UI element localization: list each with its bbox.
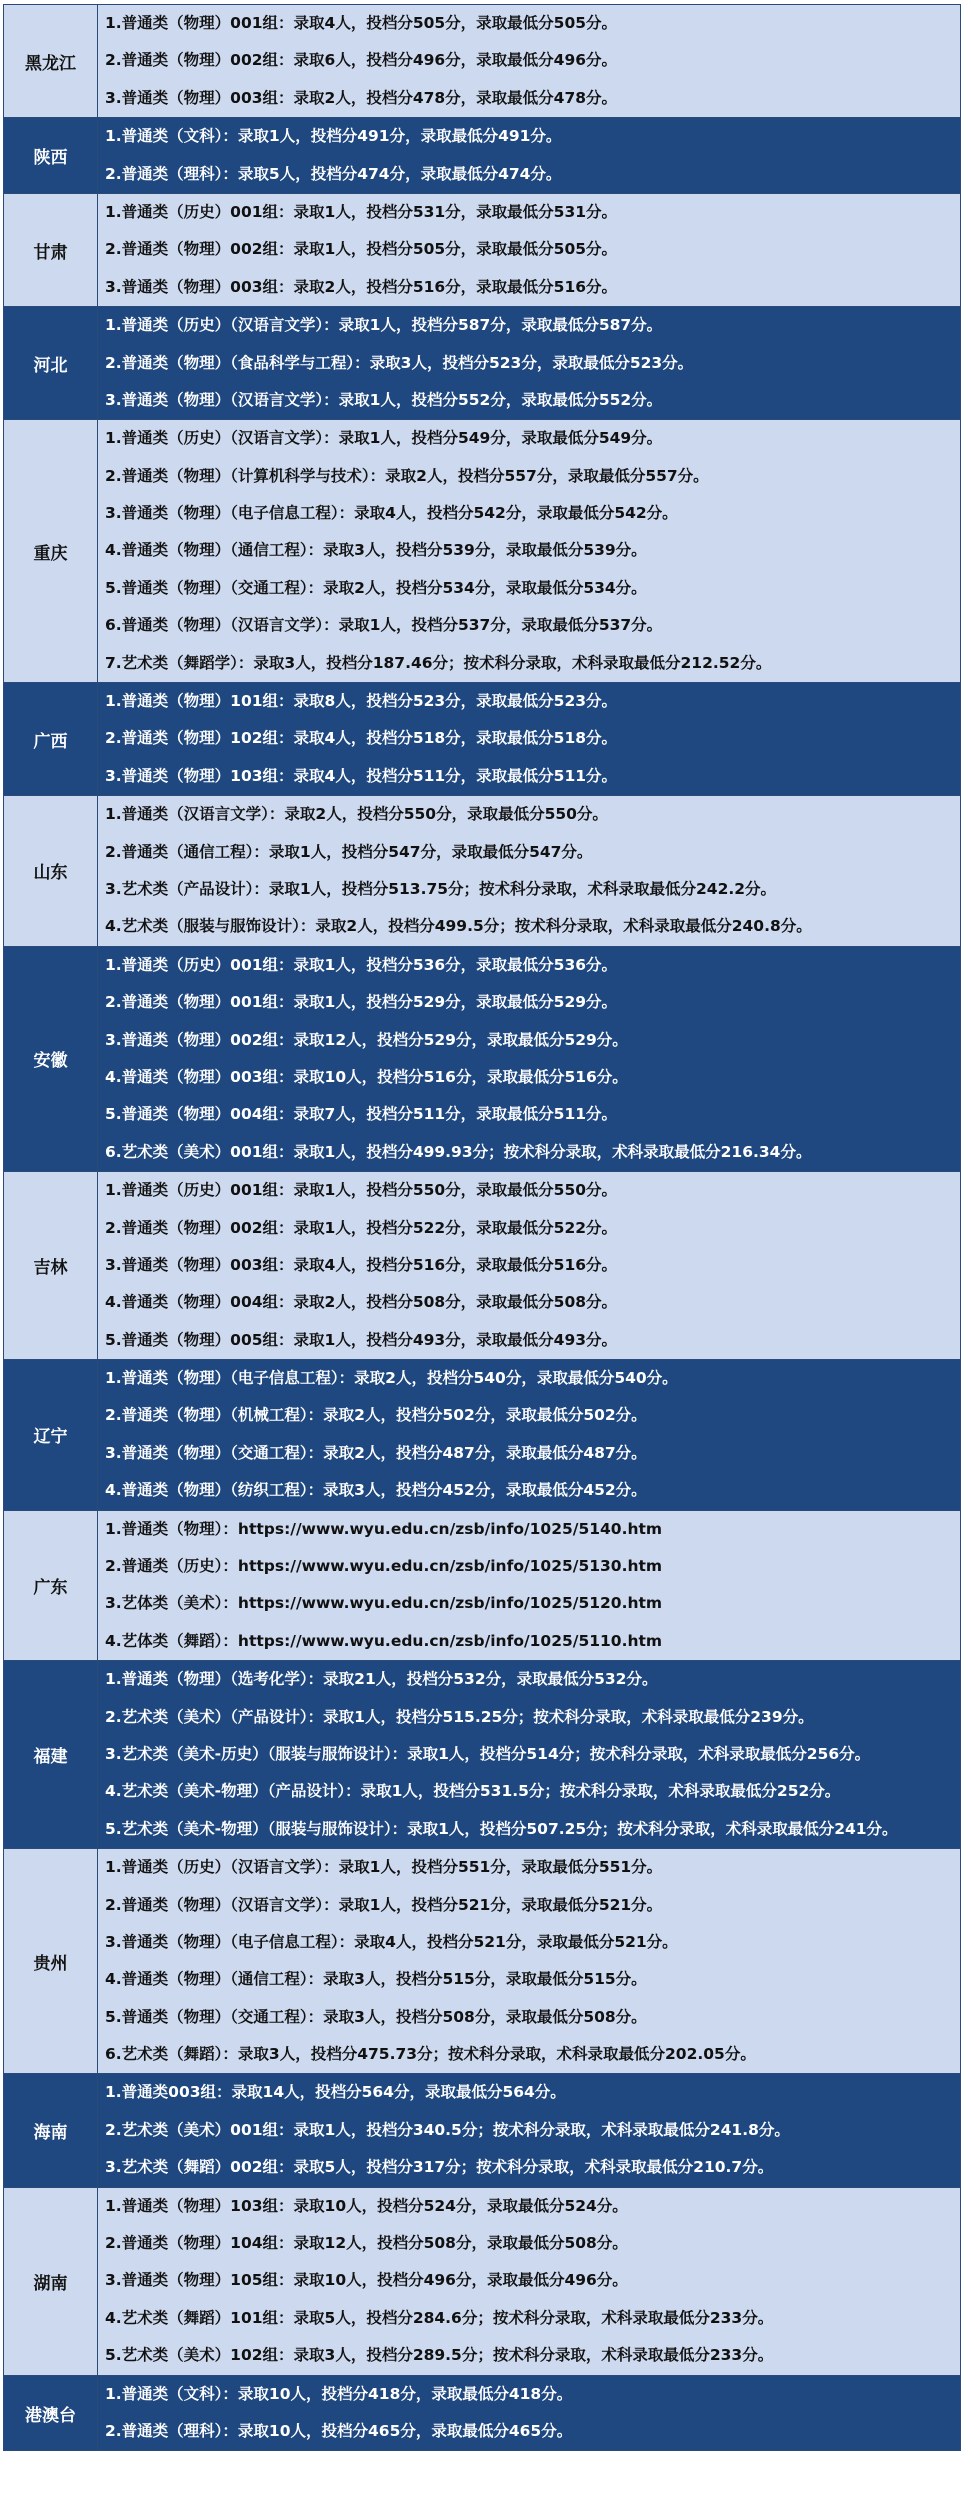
province-name: 辽宁 <box>4 1360 98 1511</box>
province-row <box>4 2074 961 2187</box>
admission-line: 3.普通类（物理）（电子信息工程）：录取4人，投档分542分，录取最低分542分。 <box>105 504 678 523</box>
admission-line: 1.普通类（历史）（汉语言文学）：录取1人，投档分551分，录取最低分551分。 <box>105 1858 663 1877</box>
admission-line: 1.普通类003组：录取14人，投档分564分，录取最低分564分。 <box>105 2083 566 2102</box>
admission-line: 6.普通类（物理）（汉语言文学）：录取1人，投档分537分，录取最低分537分。 <box>105 616 663 635</box>
admission-line: 1.普通类（物理）103组：录取10人，投档分524分，录取最低分524分。 <box>105 2196 628 2215</box>
admission-line: 4.普通类（物理）003组：录取10人，投档分516分，录取最低分516分。 <box>105 1067 628 1086</box>
admission-line: 2.普通类（理科）：录取10人，投档分465分，录取最低分465分。 <box>105 2422 573 2440</box>
province-row <box>4 683 961 796</box>
province-row <box>4 1510 961 1661</box>
admission-lines <box>98 193 961 306</box>
province-name: 吉林 <box>4 1172 98 1360</box>
admission-line: 1.普通类（物理）（电子信息工程）：录取2人，投档分540分，录取最低分540分。 <box>105 1369 678 1388</box>
admission-line: 3.普通类（物理）（电子信息工程）：录取4人，投档分521分，录取最低分521分。 <box>105 1932 678 1951</box>
admission-line: 2.普通类（理科）：录取5人，投档分474分，录取最低分474分。 <box>105 164 562 183</box>
admission-lines <box>98 946 961 1171</box>
admission-line: 4.艺术类（舞蹈）101组：录取5人，投档分284.6分；按术科分录取，术科录取最低分233分。 <box>105 2308 774 2327</box>
province-name: 甘肃 <box>4 193 98 306</box>
admission-line: 3.普通类（物理）003组：录取2人，投档分478分，录取最低分478分。 <box>105 88 618 107</box>
admission-line: 3.艺术类（舞蹈）002组：录取5人，投档分317分；按术科分录取，术科录取最低分210.7分。 <box>105 2158 774 2177</box>
admission-line: 2.普通类（物理）（机械工程）：录取2人，投档分502分，录取最低分502分。 <box>105 1406 647 1425</box>
admission-lines <box>98 5 961 118</box>
admission-lines <box>98 2375 961 2451</box>
province-name: 广西 <box>4 683 98 796</box>
admission-line: 1.普通类（物理）：https://www.wyu.edu.cn/zsb/info/1025/5140.htm <box>105 1519 663 1538</box>
province-row <box>4 420 961 683</box>
province-name: 福建 <box>4 1661 98 1849</box>
admission-line: 5.艺术类（美术-物理）（服装与服饰设计）：录取1人，投档分507.25分；按术科分录取，术科录取最低分241分。 <box>105 1819 898 1838</box>
admission-lines <box>98 1849 961 2074</box>
admission-lines <box>98 1510 961 1661</box>
admission-line: 1.普通类（文科）：录取1人，投档分491分，录取最低分491分。 <box>105 127 562 146</box>
province-row <box>4 1661 961 1849</box>
admission-table-body <box>4 5 961 2451</box>
admission-line: 2.普通类（物理）（汉语言文学）：录取1人，投档分521分，录取最低分521分。 <box>105 1895 663 1914</box>
admission-line: 3.艺术类（美术-历史）（服装与服饰设计）：录取1人，投档分514分；按术科分录取，术科录取最低分256分。 <box>105 1744 871 1763</box>
admission-line: 2.普通类（物理）001组：录取1人，投档分529分，录取最低分529分。 <box>105 993 618 1012</box>
admission-lines <box>98 1661 961 1849</box>
admission-lines <box>98 2074 961 2187</box>
admission-line: 5.普通类（物理）005组：录取1人，投档分493分，录取最低分493分。 <box>105 1330 618 1349</box>
province-row <box>4 2187 961 2375</box>
admission-lines <box>98 118 961 194</box>
admission-line: 3.普通类（物理）003组：录取4人，投档分516分，录取最低分516分。 <box>105 1255 618 1274</box>
admission-line: 3.普通类（物理）105组：录取10人，投档分496分，录取最低分496分。 <box>105 2271 628 2290</box>
admission-line: 4.普通类（物理）（通信工程）：录取3人，投档分539分，录取最低分539分。 <box>105 541 647 560</box>
province-row <box>4 1849 961 2074</box>
province-name: 海南 <box>4 2074 98 2187</box>
admission-line: 4.普通类（物理）004组：录取2人，投档分508分，录取最低分508分。 <box>105 1293 618 1312</box>
admission-line: 1.普通类（汉语言文学）：录取2人，投档分550分，录取最低分550分。 <box>105 805 608 824</box>
admission-line: 3.普通类（物理）103组：录取4人，投档分511分，录取最低分511分。 <box>105 766 618 785</box>
admission-line: 2.艺术类（美术）001组：录取1人，投档分340.5分；按术科分录取，术科录取最低分241.8分。 <box>105 2120 790 2139</box>
admission-lines <box>98 683 961 796</box>
admission-line: 3.艺体类（美术）：https://www.wyu.edu.cn/zsb/info/1025/5120.htm <box>105 1594 663 1613</box>
admission-line: 2.艺术类（美术）（产品设计）：录取1人，投档分515.25分；按术科分录取，术科录取最低分239分。 <box>105 1707 814 1726</box>
admission-line: 3.普通类（物理）003组：录取2人，投档分516分，录取最低分516分。 <box>105 277 618 296</box>
province-name: 安徽 <box>4 946 98 1171</box>
admission-line: 4.艺体类（舞蹈）：https://www.wyu.edu.cn/zsb/info/1025/5110.htm <box>105 1631 663 1650</box>
admission-line: 1.普通类（物理）（选考化学）：录取21人，投档分532分，录取最低分532分。 <box>105 1670 658 1689</box>
admission-line: 5.普通类（物理）004组：录取7人，投档分511分，录取最低分511分。 <box>105 1105 618 1124</box>
admission-lines <box>98 420 961 683</box>
province-name: 港澳台 <box>4 2375 98 2451</box>
province-name: 湖南 <box>4 2187 98 2375</box>
province-name: 黑龙江 <box>4 5 98 118</box>
province-name: 重庆 <box>4 420 98 683</box>
admission-line: 1.普通类（历史）（汉语言文学）：录取1人，投档分549分，录取最低分549分。 <box>105 429 663 448</box>
province-row <box>4 307 961 420</box>
admission-line: 2.普通类（物理）002组：录取6人，投档分496分，录取最低分496分。 <box>105 51 618 70</box>
admission-line: 2.普通类（物理）（食品科学与工程）：录取3人，投档分523分，录取最低分523分。 <box>105 353 694 372</box>
admission-line: 1.普通类（历史）001组：录取1人，投档分536分，录取最低分536分。 <box>105 955 618 974</box>
province-name: 陕西 <box>4 118 98 194</box>
admission-line: 1.普通类（历史）001组：录取1人，投档分531分，录取最低分531分。 <box>105 202 618 221</box>
province-name: 山东 <box>4 796 98 947</box>
admission-line: 1.普通类（物理）101组：录取8人，投档分523分，录取最低分523分。 <box>105 692 618 711</box>
admission-line: 2.普通类（物理）102组：录取4人，投档分518分，录取最低分518分。 <box>105 729 618 748</box>
admission-lines <box>98 1172 961 1360</box>
province-row <box>4 1360 961 1511</box>
admission-line: 3.普通类（物理）002组：录取12人，投档分529分，录取最低分529分。 <box>105 1030 628 1049</box>
admission-line: 6.艺术类（美术）001组：录取1人，投档分499.93分；按术科分录取，术科录取最低分216.34分。 <box>105 1142 812 1161</box>
admission-table <box>3 4 961 2451</box>
admission-line: 2.普通类（物理）（计算机科学与技术）：录取2人，投档分557分，录取最低分557分。 <box>105 466 709 485</box>
province-name: 广东 <box>4 1510 98 1661</box>
admission-line: 3.普通类（物理）（汉语言文学）：录取1人，投档分552分，录取最低分552分。 <box>105 390 663 409</box>
province-row <box>4 193 961 306</box>
province-row <box>4 2375 961 2451</box>
province-row <box>4 1172 961 1360</box>
admission-line: 4.普通类（物理）（纺织工程）：录取3人，投档分452分，录取最低分452分。 <box>105 1481 647 1500</box>
admission-line: 6.艺术类（舞蹈）：录取3人，投档分475.73分；按术科分录取，术科录取最低分202.05分。 <box>105 2045 756 2064</box>
admission-line: 2.普通类（物理）104组：录取12人，投档分508分，录取最低分508分。 <box>105 2234 628 2253</box>
admission-lines <box>98 2187 961 2375</box>
admission-line: 4.艺术类（美术-物理）（产品设计）：录取1人，投档分531.5分；按术科分录取，术科录取最低分252分。 <box>105 1782 841 1801</box>
admission-line: 5.普通类（物理）（交通工程）：录取2人，投档分534分，录取最低分534分。 <box>105 578 647 597</box>
province-name: 河北 <box>4 307 98 420</box>
province-row <box>4 796 961 947</box>
admission-line: 1.普通类（物理）001组：录取4人，投档分505分，录取最低分505分。 <box>105 14 618 32</box>
province-name: 贵州 <box>4 1849 98 2074</box>
admission-line: 4.艺术类（服装与服饰设计）：录取2人，投档分499.5分；按术科分录取，术科录取最低分240.8分。 <box>105 917 812 936</box>
admission-lines <box>98 796 961 947</box>
admission-line: 2.普通类（物理）002组：录取1人，投档分522分，录取最低分522分。 <box>105 1218 618 1237</box>
admission-line: 3.艺术类（产品设计）：录取1人，投档分513.75分；按术科分录取，术科录取最低分242.2分。 <box>105 879 777 898</box>
admission-line: 3.普通类（物理）（交通工程）：录取2人，投档分487分，录取最低分487分。 <box>105 1443 647 1462</box>
admission-line: 2.普通类（通信工程）：录取1人，投档分547分，录取最低分547分。 <box>105 842 593 861</box>
admission-line: 5.艺术类（美术）102组：录取3人，投档分289.5分；按术科分录取，术科录取最低分233分。 <box>105 2346 774 2365</box>
admission-line: 5.普通类（物理）（交通工程）：录取3人，投档分508分，录取最低分508分。 <box>105 2007 647 2026</box>
province-row <box>4 946 961 1171</box>
admission-line: 1.普通类（文科）：录取10人，投档分418分，录取最低分418分。 <box>105 2384 573 2403</box>
admission-line: 1.普通类（历史）001组：录取1人，投档分550分，录取最低分550分。 <box>105 1181 618 1200</box>
admission-lines <box>98 307 961 420</box>
admission-lines <box>98 1360 961 1511</box>
admission-line: 2.普通类（历史）：https://www.wyu.edu.cn/zsb/info/1025/5130.htm <box>105 1557 663 1576</box>
admission-line: 7.艺术类（舞蹈学）：录取3人，投档分187.46分；按术科分录取，术科录取最低分212.52分。 <box>105 653 772 672</box>
province-row <box>4 5 961 118</box>
admission-line: 2.普通类（物理）002组：录取1人，投档分505分，录取最低分505分。 <box>105 240 618 259</box>
province-row <box>4 118 961 194</box>
admission-line: 1.普通类（历史）（汉语言文学）：录取1人，投档分587分，录取最低分587分。 <box>105 316 663 335</box>
admission-line: 4.普通类（物理）（通信工程）：录取3人，投档分515分，录取最低分515分。 <box>105 1970 647 1989</box>
